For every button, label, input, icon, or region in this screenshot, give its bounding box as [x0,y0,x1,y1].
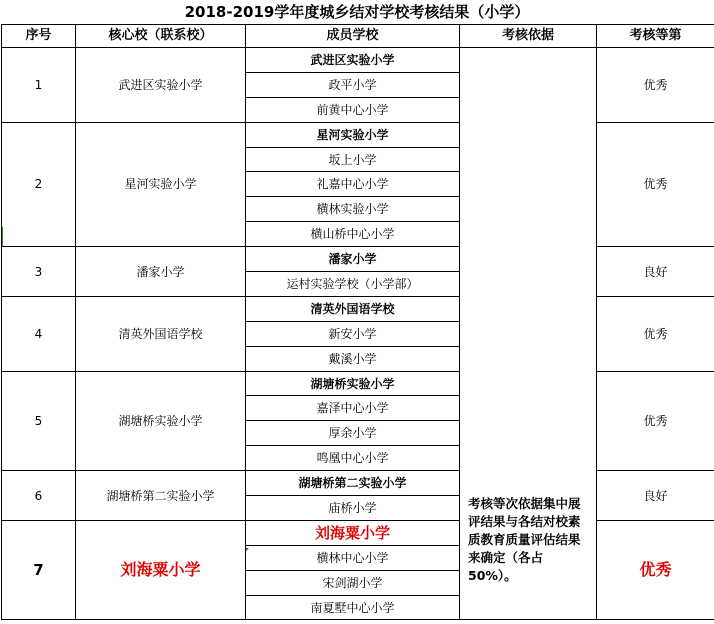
seq-cell[interactable]: 5 [2,371,76,471]
core-school-cell[interactable]: 湖塘桥第二实验小学 [76,471,246,521]
table-row [2,122,714,147]
member-school-cell[interactable]: 南夏墅中心小学 [246,595,460,620]
member-school-cell[interactable]: 新安小学 [246,321,460,346]
member-school-cell[interactable]: 政平小学 [246,72,460,97]
sheet-title: 2018-2019学年度城乡结对学校考核结果（小学） [184,3,530,21]
member-school-cell[interactable]: 鸣凰中心小学 [246,446,460,471]
header-grade: 考核等第 [597,25,714,48]
member-school-cell[interactable]: 运村实验学校（小学部） [246,272,460,297]
member-school-cell[interactable]: 潘家小学 [246,247,460,272]
seq-cell[interactable]: 4 [2,296,76,371]
core-school-cell[interactable]: 武进区实验小学 [76,48,246,123]
member-school-cell[interactable]: 横林中心小学 [246,545,460,570]
table-row [2,371,714,396]
member-school-cell[interactable]: 湖塘桥第二实验小学 [246,471,460,496]
grade-cell[interactable]: 优秀 [597,520,714,620]
grade-cell[interactable]: 优秀 [597,371,714,471]
member-school-cell[interactable]: 厚余小学 [246,421,460,446]
grade-cell[interactable]: 优秀 [597,122,714,246]
grade-cell[interactable]: 优秀 [597,296,714,371]
basis-cell[interactable]: 考核等次依据集中展评结果与各结对校素质教育质量评估结果来确定（各占50%）。 [460,48,597,620]
member-school-cell[interactable]: 横山桥中心小学 [246,222,460,247]
core-school-cell[interactable]: 清英外国语学校 [76,296,246,371]
table-row [2,48,714,73]
seq-cell[interactable]: 7 [2,520,76,620]
member-school-cell[interactable]: 星河实验小学 [246,122,460,147]
table-row [2,520,714,545]
header-member-schools: 成员学校 [246,25,460,48]
seq-cell[interactable]: 1 [2,48,76,123]
header-core-school: 核心校（联系校） [76,25,246,48]
results-table [1,24,714,620]
seq-cell[interactable]: 3 [2,247,76,297]
member-school-cell[interactable]: 横林实验小学 [246,197,460,222]
grade-cell[interactable]: 良好 [597,471,714,521]
core-school-cell[interactable]: 潘家小学 [76,247,246,297]
core-school-cell[interactable]: 星河实验小学 [76,122,246,246]
header-seq: 序号 [2,25,76,48]
header-basis: 考核依据 [460,25,597,48]
header-row [2,25,714,48]
member-school-cell[interactable]: 宋剑湖小学 [246,570,460,595]
grade-cell[interactable]: 优秀 [597,48,714,123]
grade-cell[interactable]: 良好 [597,247,714,297]
core-school-cell[interactable]: 湖塘桥实验小学 [76,371,246,471]
member-school-cell[interactable]: 礼嘉中心小学 [246,172,460,197]
table-row [2,296,714,321]
member-school-cell[interactable]: 戴溪小学 [246,346,460,371]
member-school-cell[interactable]: 坂上小学 [246,147,460,172]
table-row [2,471,714,496]
seq-cell[interactable]: 6 [2,471,76,521]
core-school-cell[interactable]: 刘海粟小学 [76,520,246,620]
seq-cell[interactable]: 2 [2,122,76,246]
member-school-cell[interactable]: 嘉泽中心小学 [246,396,460,421]
member-school-cell[interactable]: 武进区实验小学 [246,48,460,73]
member-school-cell[interactable]: 庙桥小学 [246,496,460,521]
table-row [2,247,714,272]
member-school-cell[interactable]: 清英外国语学校 [246,296,460,321]
member-school-cell[interactable]: 刘海粟小学 [246,520,460,545]
member-school-cell[interactable]: 前黄中心小学 [246,97,460,122]
member-school-cell[interactable]: 湖塘桥实验小学 [246,371,460,396]
